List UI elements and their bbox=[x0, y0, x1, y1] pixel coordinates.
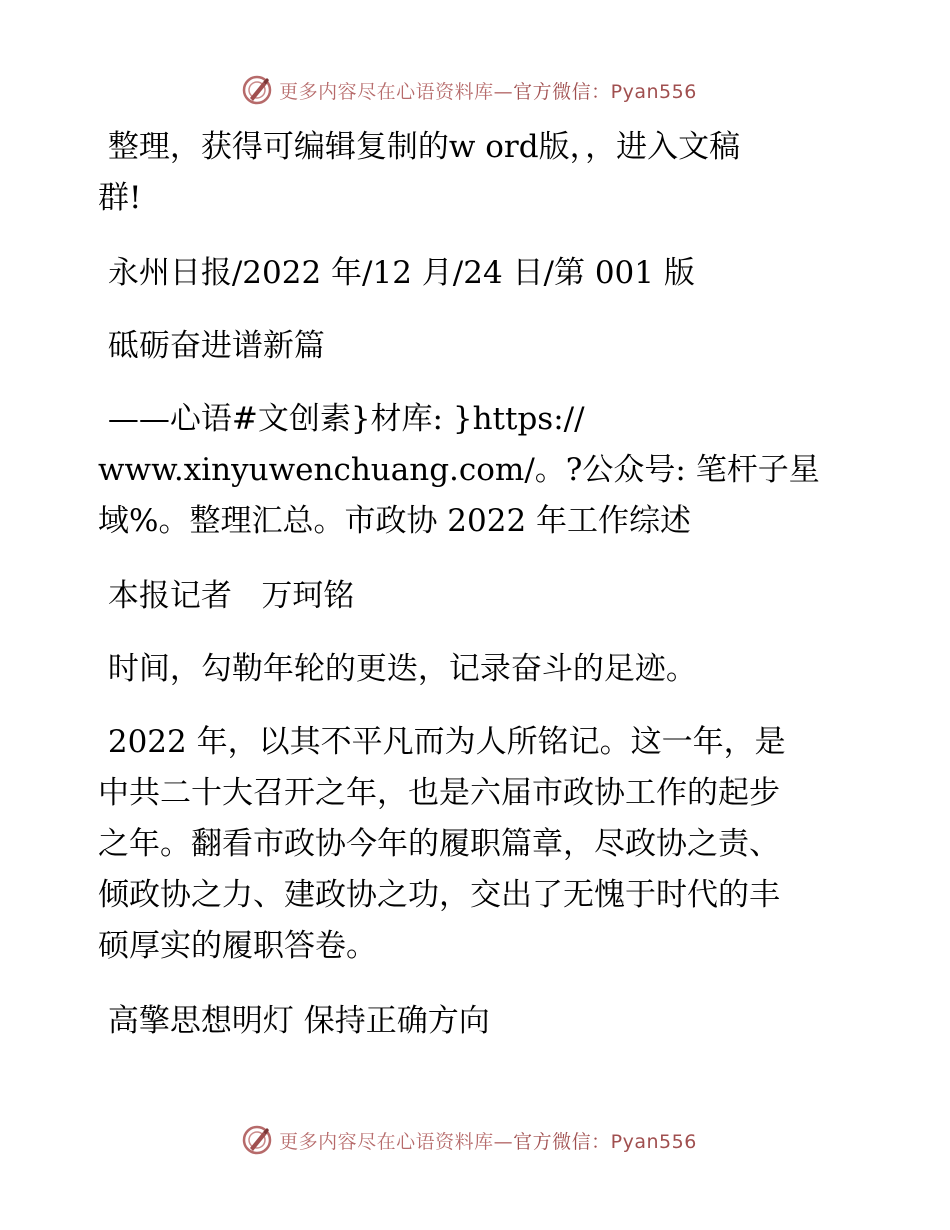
document-body bbox=[98, 122, 858, 1071]
article-subtitle: ——心语#文创素}材库: }https:// www.xinyuwenchuang.com/。?公众号: 笔杆子星 域%。整理汇总。市政协 2022 年工作综述 bbox=[98, 401, 820, 539]
lead-paragraph: 时间，勾勒年轮的更迭，记录奋斗的足迹。 bbox=[98, 651, 697, 687]
article-title: 砥砺奋进谱新篇 bbox=[98, 328, 325, 364]
body-paragraph: 2022 年，以其不平凡而为人所铭记。这一年，是 中共二十大召开之年，也是六届市政协工作的起步 之年。翻看市政协今年的履职篇章，尽政协之责、 倾政协之力、建政协之功，交出了无愧于时代的丰 硕厚实的履职答卷。 bbox=[98, 724, 786, 964]
header-banner-text: 更多内容尽在心语资料库—官方微信：Pyan556 bbox=[279, 80, 697, 103]
intro-paragraph: 整理，获得可编辑复制的w ord版，，进入文稿 群! bbox=[98, 129, 741, 216]
footer-banner-text: 更多内容尽在心语资料库—官方微信：Pyan556 bbox=[279, 1130, 697, 1153]
pen-circle-logo-icon bbox=[241, 1124, 273, 1156]
section-heading: 高擎思想明灯 保持正确方向 bbox=[98, 1003, 490, 1039]
footer-watermark-banner bbox=[0, 1120, 950, 1160]
source-line: 永州日报/2022 年/12 月/24 日/第 001 版 bbox=[98, 255, 695, 291]
pen-circle-logo-icon bbox=[241, 74, 273, 106]
author-byline: 本报记者 万珂铭 bbox=[98, 578, 355, 614]
header-watermark-banner bbox=[0, 70, 950, 110]
